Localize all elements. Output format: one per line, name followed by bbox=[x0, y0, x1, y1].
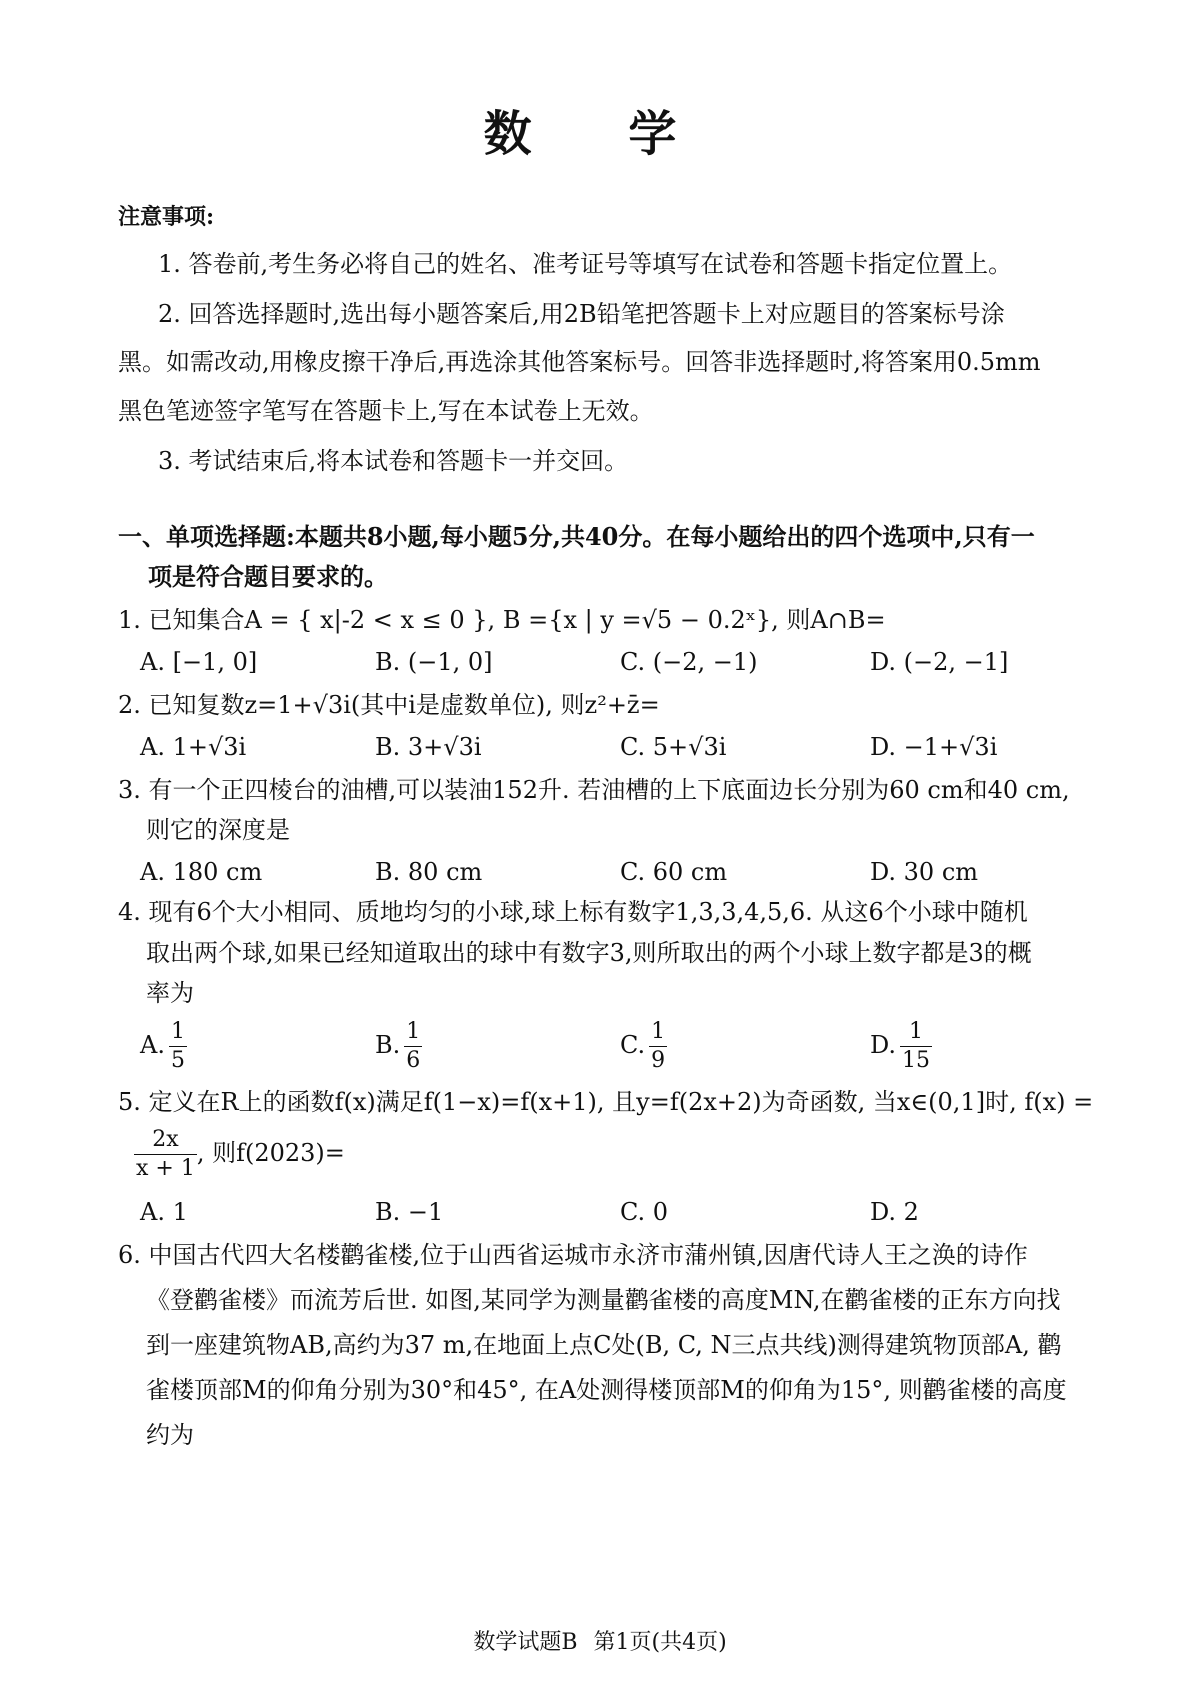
option-b: B. $\frac{1}{6}$ bbox=[375, 1019, 421, 1073]
question-6: 6. 中国古代四大名楼鹳雀楼,位于山西省运城市永济市蒲州镇,因唐代诗人王之涣的诗作 bbox=[118, 1241, 1028, 1269]
option-a: A. [−1, 0] bbox=[140, 648, 258, 676]
option-b: B. 80 cm bbox=[375, 858, 483, 886]
question-4-cont: 率为 bbox=[146, 979, 194, 1007]
question-2: 2. 已知复数z=1+√3i(其中i是虚数单位), 则z²+z̄= bbox=[118, 691, 660, 719]
footer-page-number: 第1页(共4页) bbox=[593, 1630, 727, 1655]
option-d: D. −1+√3i bbox=[870, 733, 998, 761]
fraction: $\frac{2x}{x + 1}$ bbox=[136, 1127, 195, 1181]
option-b: B. (−1, 0] bbox=[375, 648, 493, 676]
option-b: B. 3+√3i bbox=[375, 733, 482, 761]
option-c: C. 60 cm bbox=[620, 858, 728, 886]
option-d: D. 2 bbox=[870, 1198, 919, 1226]
question-5: 5. 定义在R上的函数f(x)满足f(1−x)=f(x+1), 且y=f(2x+2)为奇函数, 当x∈(0,1]时, f(x) = bbox=[118, 1088, 1094, 1116]
option-d: D. 30 cm bbox=[870, 858, 979, 886]
question-6-cont: 雀楼顶部M的仰角分别为30°和45°, 在A处测得楼顶部M的仰角为15°, 则鹳雀楼的高度 bbox=[146, 1376, 1067, 1404]
fraction: $\frac{1}{5}$ bbox=[170, 1019, 185, 1073]
option-b: B. −1 bbox=[375, 1198, 444, 1226]
question-1: 1. 已知集合A = { x|-2 < x ≤ 0 }, B ={x | y =√5 − 0.2ˣ}, 则A∩B= bbox=[118, 606, 886, 634]
notice-heading: 注意事项: bbox=[118, 204, 215, 230]
question-6-cont: 到一座建筑物AB,高约为37 m,在地面上点C处(B, C, N三点共线)测得建筑物顶部A, 鹳 bbox=[146, 1331, 1062, 1359]
page-title: 数 学 bbox=[483, 106, 717, 162]
fraction: $\frac{1}{15}$ bbox=[902, 1019, 931, 1073]
option-a: A. $\frac{1}{5}$ bbox=[140, 1019, 185, 1073]
fraction: $\frac{1}{6}$ bbox=[406, 1019, 421, 1073]
notice-item: 黑色笔迹签字笔写在答题卡上,写在本试卷上无效。 bbox=[118, 397, 654, 425]
question-6-cont: 约为 bbox=[146, 1421, 194, 1449]
section-heading: 一、单项选择题:本题共8小题,每小题5分,共40分。在每小题给出的四个选项中,只有一 bbox=[118, 522, 1035, 551]
option-c: C. 5+√3i bbox=[620, 733, 727, 761]
notice-item: 1. 答卷前,考生务必将自己的姓名、准考证号等填写在试卷和答题卡指定位置上。 bbox=[158, 250, 1013, 278]
option-c: C. $\frac{1}{9}$ bbox=[620, 1019, 666, 1073]
notice-item: 黑。如需改动,用橡皮擦干净后,再选涂其他答案标号。回答非选择题时,将答案用0.5mm bbox=[118, 348, 1041, 376]
footer-subject: 数学试题B bbox=[473, 1630, 578, 1655]
question-3: 3. 有一个正四棱台的油槽,可以装油152升. 若油槽的上下底面边长分别为60 cm和40 cm, bbox=[118, 776, 1070, 804]
option-a: A. 1 bbox=[140, 1198, 188, 1226]
question-4-cont: 取出两个球,如果已经知道取出的球中有数字3,则所取出的两个小球上数字都是3的概 bbox=[146, 939, 1032, 967]
question-3-cont: 则它的深度是 bbox=[146, 816, 290, 844]
option-d: D. (−2, −1] bbox=[870, 648, 1009, 676]
question-6-cont: 《登鹳雀楼》而流芳后世. 如图,某同学为测量鹳雀楼的高度MN,在鹳雀楼的正东方向找 bbox=[146, 1286, 1061, 1314]
fraction: $\frac{1}{9}$ bbox=[651, 1019, 666, 1073]
option-d: D. $\frac{1}{15}$ bbox=[870, 1019, 931, 1073]
section-heading: 项是符合题目要求的。 bbox=[148, 562, 388, 591]
option-a: A. 180 cm bbox=[140, 858, 263, 886]
question-5-formula: $\frac{2x}{x + 1}$ , 则f(2023)= bbox=[136, 1127, 345, 1181]
option-c: C. 0 bbox=[620, 1198, 669, 1226]
option-c: C. (−2, −1) bbox=[620, 648, 758, 676]
notice-item: 3. 考试结束后,将本试卷和答题卡一并交回。 bbox=[158, 447, 629, 475]
question-4: 4. 现有6个大小相同、质地均匀的小球,球上标有数字1,3,3,4,5,6. 从这6个小球中随机 bbox=[118, 898, 1028, 926]
notice-item: 2. 回答选择题时,选出每小题答案后,用2B铅笔把答题卡上对应题目的答案标号涂 bbox=[158, 300, 1005, 328]
option-a: A. 1+√3i bbox=[140, 733, 247, 761]
page-footer bbox=[0, 1625, 1200, 1656]
